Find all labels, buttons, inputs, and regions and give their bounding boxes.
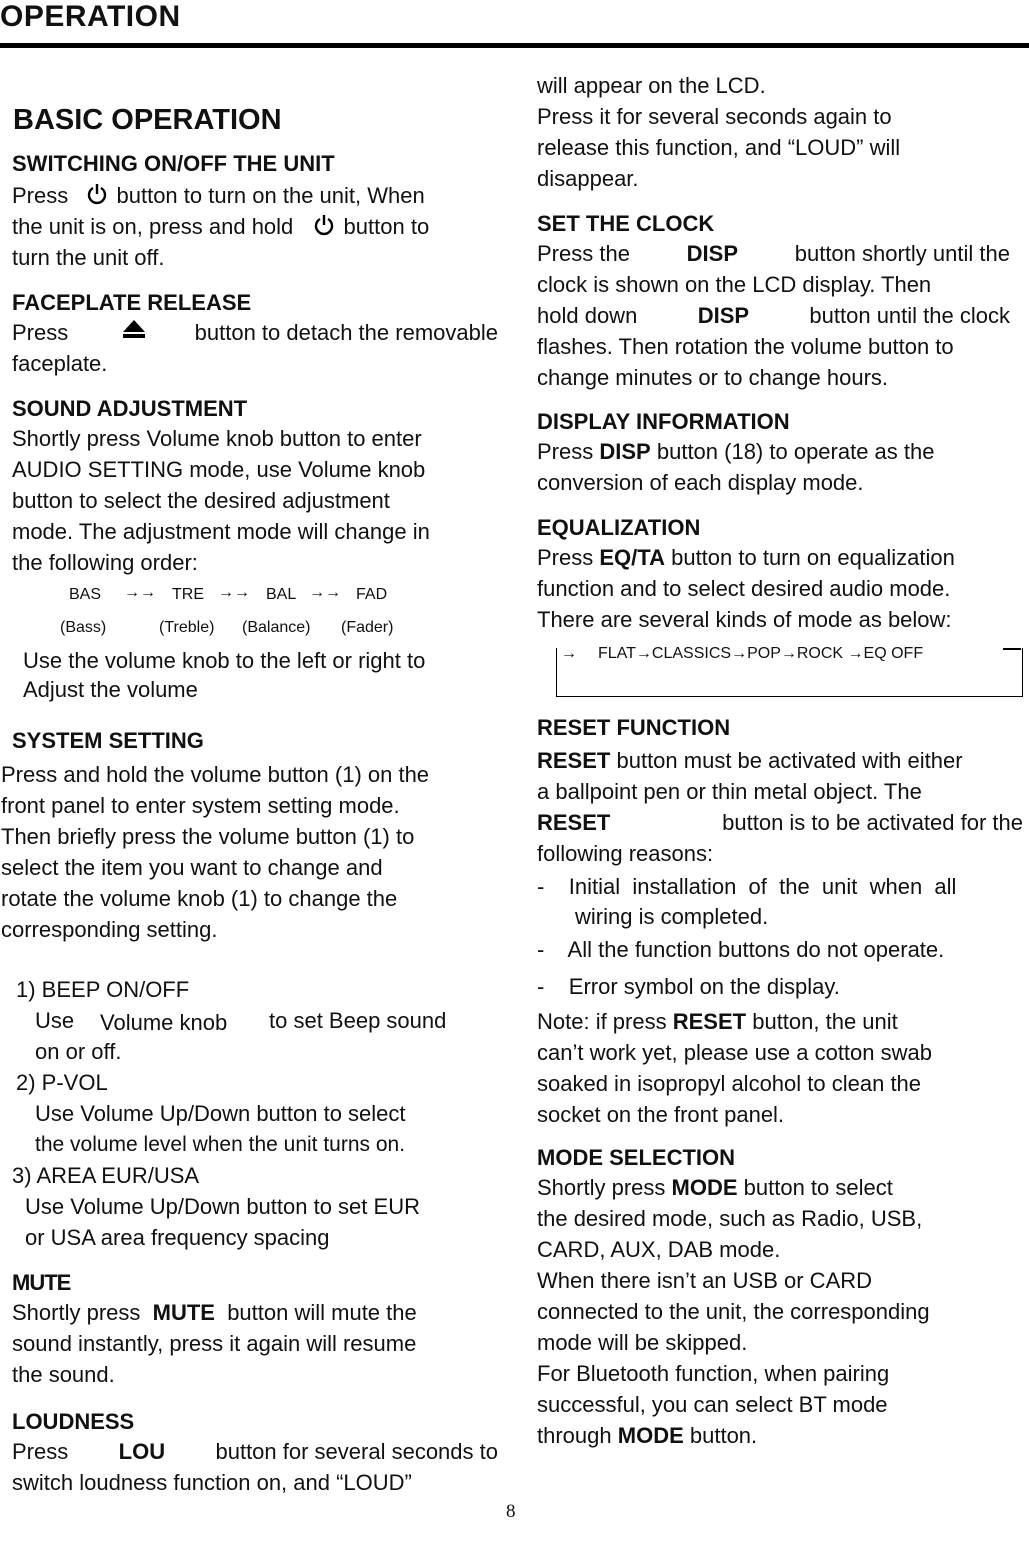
eject-icon: [121, 318, 147, 349]
power-icon: [86, 183, 108, 216]
order-arrow: →→: [218, 584, 250, 601]
header-rule: [0, 43, 1029, 48]
system-line-1: Press and hold the volume button (1) on the: [1, 762, 430, 787]
eq-modes: FLAT→CLASSICS→POP→ROCK →EQ OFF: [598, 645, 924, 662]
loudness-title: LOUDNESS: [12, 1409, 135, 1434]
page-header-title: OPERATION: [0, 0, 181, 33]
faceplate-title: FACEPLATE RELEASE: [12, 290, 252, 315]
switching-title: SWITCHING ON/OFF THE UNIT: [12, 151, 335, 176]
display-line-1: Press DISP button (18) to operate as the: [537, 439, 935, 464]
order-fad: FAD: [356, 586, 388, 603]
eq-loop-arrow: →: [561, 645, 577, 662]
mode-line-9: through MODE button.: [537, 1423, 758, 1448]
beep-line-2: on or off.: [35, 1039, 122, 1064]
pvol-line-1: Use Volume Up/Down button to select: [35, 1101, 406, 1126]
pvol-line-2: the volume level when the unit turns on.: [35, 1133, 406, 1156]
reset-line-3: RESET button is to be activated for the: [537, 810, 1023, 835]
mode-line-4: When there isn’t an USB or CARD: [537, 1268, 873, 1293]
mute-title: MUTE: [12, 1270, 71, 1295]
reset-bullet-3: - Error symbol on the display.: [537, 974, 840, 999]
switching-line-1: Press button to turn on the unit, When: [12, 181, 425, 216]
area-line-2: or USA area frequency spacing: [25, 1225, 330, 1250]
sound-note-2: Adjust the volume: [23, 677, 198, 702]
loud-cont-line-1: will appear on the LCD.: [537, 73, 766, 98]
order-name-treble: (Treble): [159, 619, 215, 636]
order-name-balance: (Balance): [242, 619, 311, 636]
reset-note-line-2: can’t work yet, please use a cotton swab: [537, 1040, 932, 1065]
reset-line-1: RESET button must be activated with either: [537, 748, 963, 773]
sound-note-1: Use the volume knob to the left or right to: [23, 648, 426, 673]
sound-title: SOUND ADJUSTMENT: [12, 396, 248, 421]
mode-line-8: successful, you can select BT mode: [537, 1392, 888, 1417]
clock-line-4: flashes. Then rotation the volume button to: [537, 334, 954, 359]
page-number: 8: [506, 1501, 516, 1522]
order-tre: TRE: [172, 586, 204, 603]
clock-line-1: Press the DISP button shortly until the: [537, 241, 1010, 266]
mode-line-1: Shortly press MODE button to select: [537, 1175, 893, 1200]
mute-line-2: sound instantly, press it again will resume: [12, 1331, 417, 1356]
section-title: BASIC OPERATION: [13, 104, 282, 136]
mode-line-5: connected to the unit, the corresponding: [537, 1299, 930, 1324]
clock-line-2: clock is shown on the LCD display. Then: [537, 272, 932, 297]
mode-line-7: For Bluetooth function, when pairing: [537, 1361, 890, 1386]
mode-line-2: the desired mode, such as Radio, USB,: [537, 1206, 923, 1231]
reset-note-line-1: Note: if press RESET button, the unit: [537, 1009, 898, 1034]
loud-cont-line-3: release this function, and “LOUD” will: [537, 135, 901, 160]
mode-line-6: mode will be skipped.: [537, 1330, 748, 1355]
beep-use: Use: [35, 1008, 75, 1033]
sound-line-1: Shortly press Volume knob button to enter: [12, 426, 422, 451]
order-name-fader: (Fader): [341, 619, 394, 636]
beep-rest: to set Beep sound: [269, 1008, 447, 1033]
beep-knob-label: Volume knob: [92, 1008, 268, 1036]
reset-bullet-2: - All the function buttons do not operate.: [537, 937, 945, 962]
beep-title: 1) BEEP ON/OFF: [16, 977, 190, 1002]
mute-line-3: the sound.: [12, 1362, 115, 1387]
reset-bullet-1b: wiring is completed.: [575, 904, 769, 929]
power-icon: [313, 214, 335, 247]
order-bas: BAS: [69, 586, 102, 603]
loudness-line-1: Press LOU button for several seconds to: [12, 1439, 498, 1464]
loudness-line-2: switch loudness function on, and “LOUD”: [12, 1470, 412, 1495]
eq-title: EQUALIZATION: [537, 515, 701, 540]
reset-line-2: a ballpoint pen or thin metal object. The: [537, 779, 922, 804]
eq-line-3: There are several kinds of mode as below:: [537, 607, 952, 632]
eq-line-1: Press EQ/TA button to turn on equalization: [537, 545, 955, 570]
order-name-bass: (Bass): [60, 619, 107, 636]
switching-line-3: turn the unit off.: [12, 245, 165, 270]
order-arrow: →→: [124, 584, 156, 601]
system-line-2: front panel to enter system setting mode.: [1, 793, 400, 818]
faceplate-line-1: Press button to detach the removable: [12, 318, 498, 349]
reset-bullet-1: - Initial installation of the unit when all: [537, 874, 957, 899]
mute-line-1: Shortly press MUTE button will mute the: [12, 1300, 417, 1325]
reset-title: RESET FUNCTION: [537, 715, 731, 740]
order-arrow: →→: [309, 584, 341, 601]
area-title: 3) AREA EUR/USA: [12, 1163, 200, 1188]
display-title: DISPLAY INFORMATION: [537, 409, 790, 434]
sound-line-3: button to select the desired adjustment: [12, 488, 390, 513]
eq-line-2: function and to select desired audio mode.: [537, 576, 951, 601]
system-line-5: rotate the volume knob (1) to change the: [1, 886, 398, 911]
clock-title: SET THE CLOCK: [537, 211, 715, 236]
faceplate-line-2: faceplate.: [12, 351, 108, 376]
loud-cont-line-4: disappear.: [537, 166, 639, 191]
eq-loop-top: [1003, 648, 1021, 650]
system-line-3: Then briefly press the volume button (1) to: [1, 824, 415, 849]
reset-line-4: following reasons:: [537, 841, 714, 866]
system-line-4: select the item you want to change and: [1, 855, 383, 880]
clock-line-3: hold down DISP button until the clock: [537, 303, 1010, 328]
sound-line-4: mode. The adjustment mode will change in: [12, 519, 430, 544]
display-line-2: conversion of each display mode.: [537, 470, 864, 495]
mode-line-3: CARD, AUX, DAB mode.: [537, 1237, 781, 1262]
pvol-title: 2) P-VOL: [16, 1070, 108, 1095]
system-line-6: corresponding setting.: [1, 917, 218, 942]
area-line-1: Use Volume Up/Down button to set EUR: [25, 1194, 420, 1219]
switching-line-2: the unit is on, press and hold button to: [12, 212, 429, 247]
order-bal: BAL: [266, 586, 297, 603]
loud-cont-line-2: Press it for several seconds again to: [537, 104, 892, 129]
system-title: SYSTEM SETTING: [12, 728, 204, 753]
reset-note-line-4: socket on the front panel.: [537, 1102, 785, 1127]
mode-title: MODE SELECTION: [537, 1145, 736, 1170]
sound-line-5: the following order:: [12, 550, 198, 575]
sound-line-2: AUDIO SETTING mode, use Volume knob: [12, 457, 426, 482]
clock-line-5: change minutes or to change hours.: [537, 365, 889, 390]
reset-note-line-3: soaked in isopropyl alcohol to clean the: [537, 1071, 922, 1096]
